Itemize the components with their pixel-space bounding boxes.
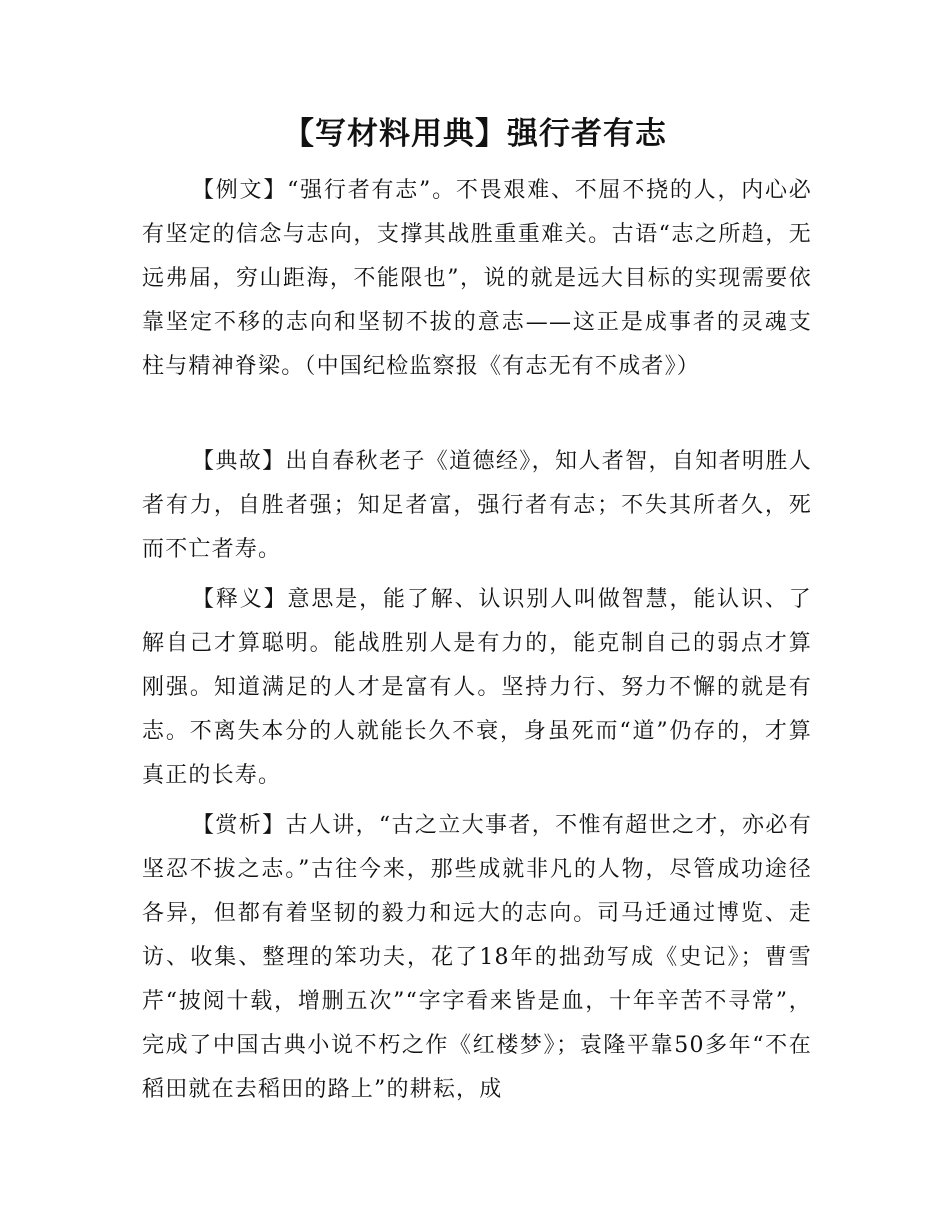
section-tag-appreciation: 【赏析】 [192, 813, 286, 838]
section-tag-allusion: 【典故】 [192, 449, 286, 474]
allusion-paragraph [142, 440, 812, 572]
interpretation-text: 意思是，能了解、认识别人叫做智慧，能认识、了解自己才算聪明。能战胜别人是有力的，能克制自己的弱点才算刚强。知道满足的人才是富有人。坚持力行、努力不懈的就是有志。不离失本分的人就能长久不衰，身虽死而“道”仍存的，才算真正的长寿。 [142, 587, 812, 788]
allusion-text: 出自春秋老子《道德经》，知人者智，自知者明胜人者有力，自胜者强；知足者富，强行者有志；不失其所者久，死而不亡者寿。 [142, 449, 812, 562]
appreciation-text: 古人讲，“古之立大事者，不惟有超世之才，亦必有坚忍不拔之志。”古往今来，那些成就非凡的人物，尽管成功途径各异，但都有着坚韧的毅力和远大的志向。司马迁通过博览、走访、收集、整理的笨功夫，花了18年的拙劲写成《史记》；曹雪芹“披阅十载，增删五次”“字字看来皆是血，十年辛苦不寻常”，完成了中国古典小说不朽之作《红楼梦》；袁隆平靠50多年“不在稻田就在去稻田的路上”的耕耘，成 [142, 813, 812, 1102]
example-text: “强行者有志”。不畏艰难、不屈不挠的人，内心必有坚定的信念与志向，支撑其战胜重重难关。古语“志之所趋，无远弗届，穷山距海，不能限也”，说的就是远大目标的实现需要依靠坚定不移的志向和坚韧不拔的意志——这正是成事者的灵魂支柱与精神脊梁。（中国纪检监察报《有志无有不成者》） [142, 178, 812, 379]
document-title: 【写材料用典】强行者有志 [283, 116, 667, 152]
section-tag-interpretation: 【释义】 [192, 587, 288, 612]
appreciation-paragraph [142, 804, 812, 1112]
example-paragraph [142, 169, 812, 389]
interpretation-paragraph [142, 578, 812, 798]
section-tag-example: 【例文】 [192, 178, 288, 203]
